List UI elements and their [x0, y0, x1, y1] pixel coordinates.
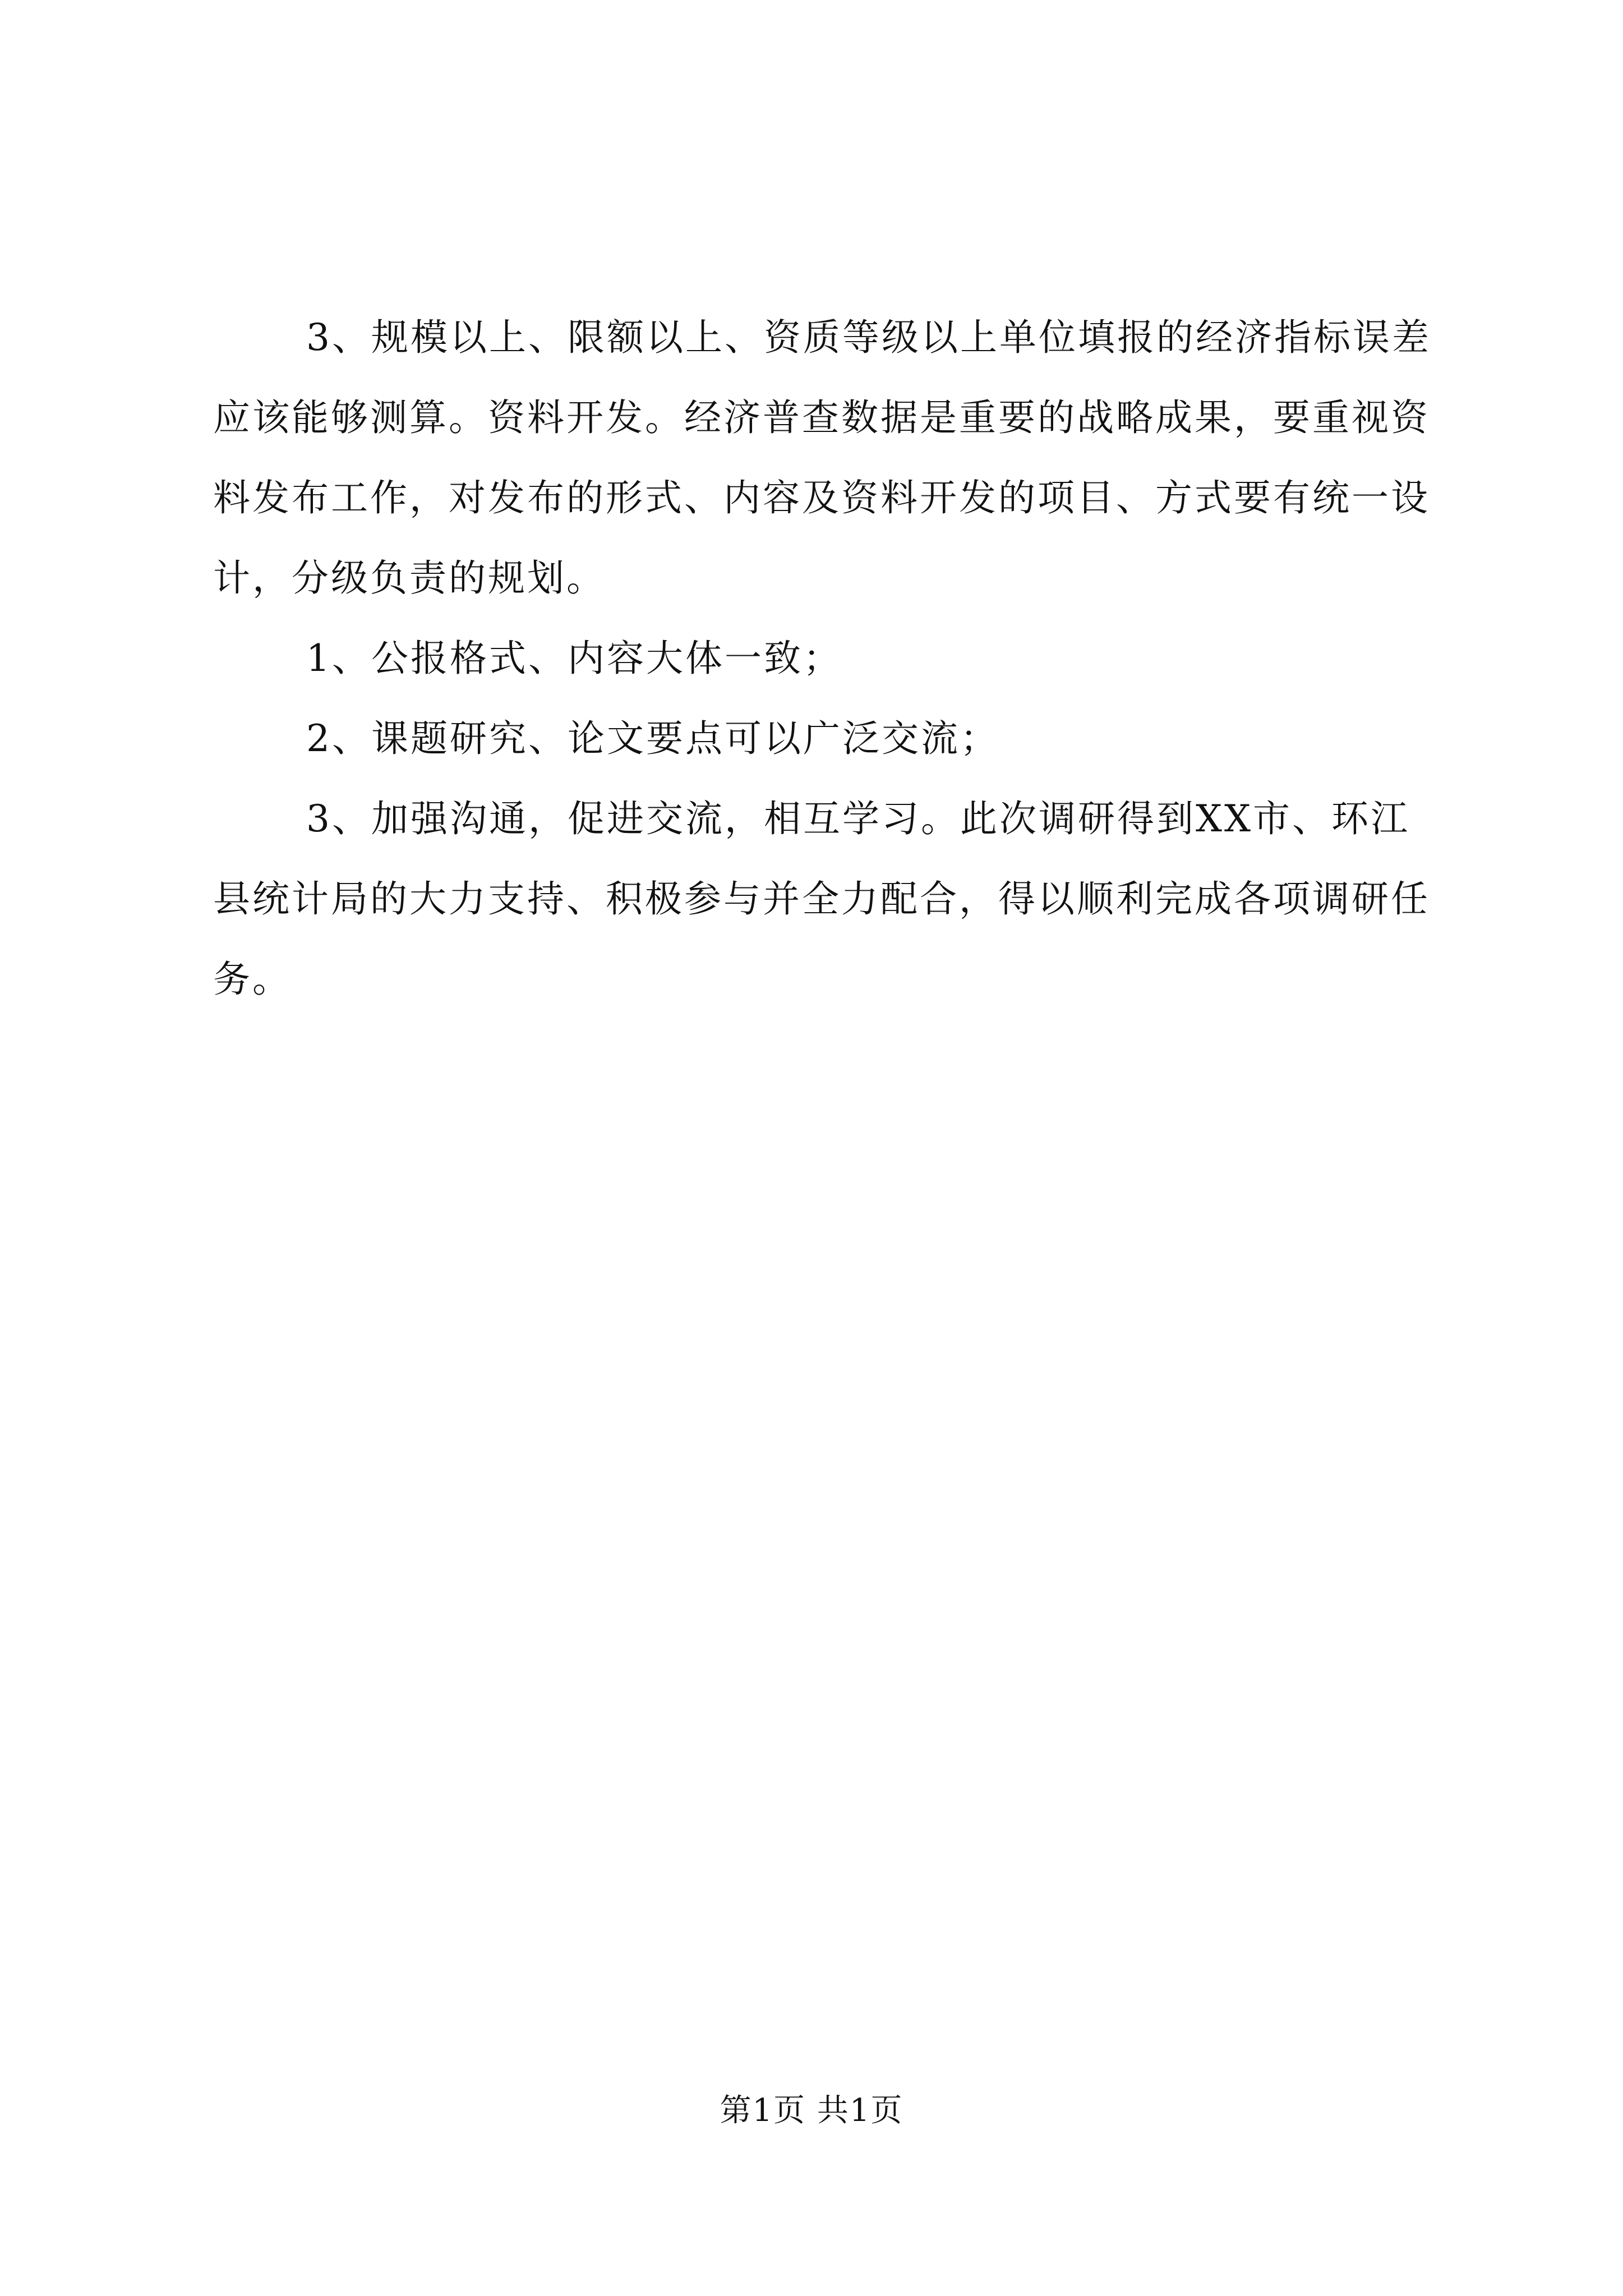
- document-body: [213, 297, 1436, 1019]
- paragraph-1: 3、规模以上、限额以上、资质等级以上单位填报的经济指标误差应该能够测算。资料开发。经济普查数据是重要的战略成果，要重视资料发布工作，对发布的形式、内容及资料开发的项目、方式要有统一设计，分级负责的规划。: [213, 316, 1431, 600]
- paragraph-2: 1、公报格式、内容大体一致；: [306, 637, 842, 680]
- paragraph-3: 2、课题研究、论文要点可以广泛交流；: [306, 717, 999, 760]
- paragraph-4: 3、加强沟通，促进交流，相互学习。此次调研得到XX市、环江县统计局的大力支持、积极参与并全力配合，得以顺利完成各项调研任务。: [213, 797, 1430, 1001]
- page-footer: 第1页 共1页: [720, 2092, 903, 2129]
